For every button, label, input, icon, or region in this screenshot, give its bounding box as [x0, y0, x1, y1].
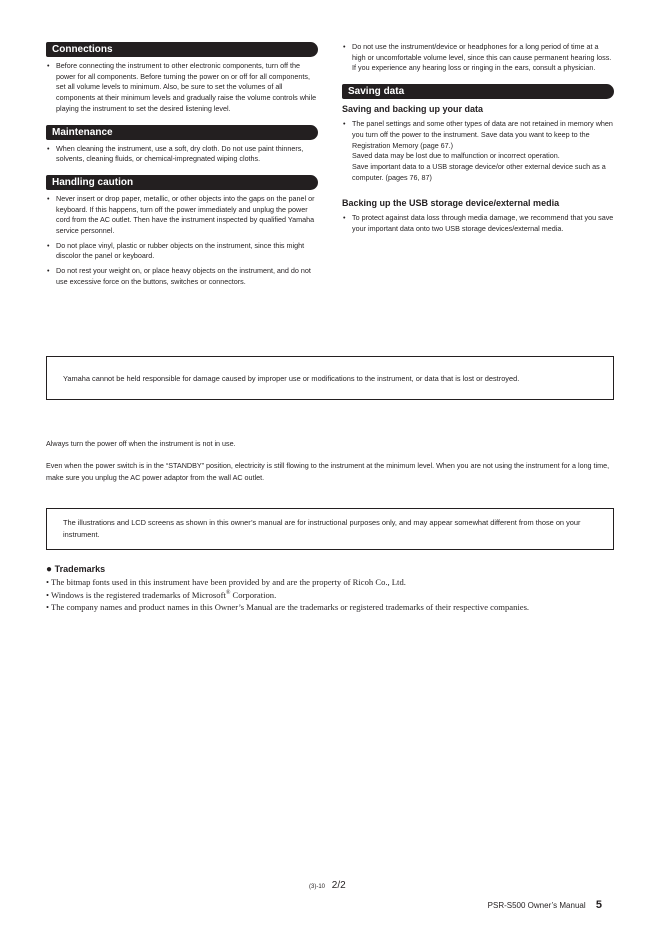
bullet-circle-icon: ● — [46, 564, 53, 575]
connections-list — [46, 61, 318, 115]
maintenance-list — [46, 144, 318, 165]
trademark-line-2 — [46, 589, 626, 602]
registered-mark: ® — [225, 589, 231, 596]
trademark-line-2-end: Corporation. — [230, 589, 277, 600]
hearing-list — [342, 42, 614, 74]
maintenance-heading: Maintenance — [46, 125, 318, 140]
trademark-line-3: • The company names and product names in this Owner’s Manual are the trademarks or registered trademarks of their respective companies. — [46, 602, 530, 613]
page-footer — [488, 899, 602, 912]
saving-list — [342, 119, 614, 183]
left-column — [46, 42, 318, 292]
connections-heading: Connections — [46, 42, 318, 57]
handling-section — [46, 175, 318, 288]
trademark-line-1: • The bitmap fonts used in this instrument have been provided by and are the property of Ricoh Co., Ltd. — [46, 577, 406, 587]
list-item: • Do not place vinyl, plastic or rubber objects on the instrument, since this might discolor the panel or keyboard. — [46, 241, 318, 262]
page-number: 5 — [595, 899, 602, 911]
list-item: • To protect against data loss through media damage, we recommend that you save your important data onto two USB storage devices/external media. — [342, 213, 614, 234]
page-code-main: 2/2 — [331, 880, 346, 891]
power-note-1: Always turn the power off when the instrument is not in use. — [46, 439, 236, 448]
saving-item-line3: Save important data to a USB storage device/or other external device such as a computer. (pages 76, 87) — [352, 161, 606, 182]
power-note-2: Even when the power switch is in the “STANDBY” position, electricity is still flowing to the instrument at the minimum level. When you are not using the instrument for a long time, make sure you unplug the AC power adaptor from the wall AC outlet. — [46, 461, 610, 482]
trademark-line-2-text: • Windows is the registered trademarks of Microsoft — [46, 589, 226, 600]
list-item: • Never insert or drop paper, metallic, or other objects into the gaps on the panel or keyboard. If this happens, turn off the power immediately and unplug the power cord from the AC outlet. Then have the instrument inspected by qualified Yamaha service personnel. — [46, 194, 318, 237]
saving-data-section — [342, 84, 614, 235]
saving-data-heading: Saving data — [342, 84, 614, 99]
list-item — [342, 119, 614, 183]
page-code-small: (3)-10 — [309, 884, 326, 890]
handling-caution-heading: Handling caution — [46, 175, 318, 190]
maintenance-section — [46, 125, 318, 165]
usb-backup-list — [342, 213, 614, 234]
usb-backup-subheading: Backing up the USB storage device/external media — [342, 198, 560, 209]
saving-backup-subheading: Saving and backing up your data — [342, 104, 484, 115]
trademarks-heading — [46, 563, 626, 576]
list-item: • When cleaning the instrument, use a soft, dry cloth. Do not use paint thinners, solvents, cleaning fluids, or chemical-impregnated wiping cloths. — [46, 144, 318, 165]
list-item: • Before connecting the instrument to other electronic components, turn off the power for all components. Before turning the power on or off for all components, set all volume levels to minimum. Also, be sure to set the volumes of all components at their minimum levels and gradually raise the volume controls while playing the instrument to set the desired listening level. — [46, 61, 318, 115]
handling-list — [46, 194, 318, 288]
saving-item-line2: Saved data may be lost due to malfunction or incorrect operation. — [352, 151, 560, 161]
right-column — [342, 42, 614, 239]
disclaimer-box: Yamaha cannot be held responsible for damage caused by improper use or modifications to the instrument, or data that is lost or destroyed. — [46, 356, 614, 400]
list-item: • Do not rest your weight on, or place heavy objects on the instrument, and do not use excessive force on the buttons, switches or connectors. — [46, 266, 318, 287]
connections-section — [46, 42, 318, 115]
list-item: • Do not use the instrument/device or headphones for a long period of time at a high or uncomfortable volume level, since this can cause permanent hearing loss. If you experience any hearing loss or ringing in the ears, consult a physician. — [342, 42, 614, 74]
trademarks-section — [46, 563, 626, 614]
saving-item-text: The panel settings and some other types of data are not retained in memory when you turn off the power to the instrument. Save data you want to keep to the Registration Memory (page 67.) — [352, 119, 613, 150]
trademarks-title: Trademarks — [54, 564, 106, 574]
illustration-notice-box: The illustrations and LCD screens as shown in this owner’s manual are for instructional purposes only, and may appear somewhat different from those on your instrument. — [46, 508, 614, 550]
manual-title: PSR-S500 Owner’s Manual — [487, 901, 586, 910]
page-code — [309, 880, 346, 891]
